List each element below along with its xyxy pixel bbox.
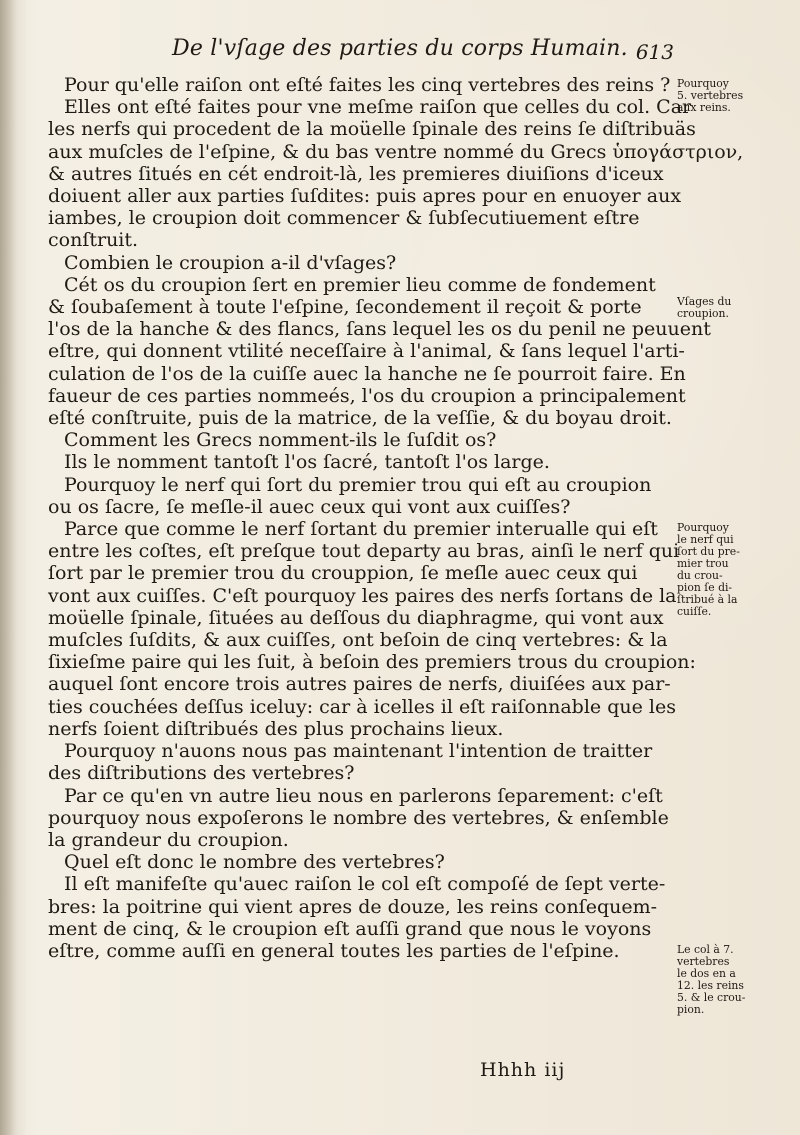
page-number: 613 (635, 40, 674, 64)
body-line: Ils le nomment tantoſt l'os ſacré, tantoſt l'os large. (64, 451, 550, 474)
margin-note-line: ſtribué à la (677, 593, 738, 606)
body-line: iambes, le croupion doit commencer & ſubſecutiuement eſtre (48, 207, 640, 230)
body-line: culation de l'os de la cuiſſe auec la hanche ne ſe pourroit faire. En (48, 362, 686, 385)
body-line: ties couchées deſſus iceluy: car à icelles il eſt raiſonnable que les (48, 695, 676, 718)
margin-note-line: 12. les reins (677, 979, 744, 992)
body-line: doiuent aller aux parties ſuſdites: puis apres pour en enuoyer aux (48, 185, 682, 208)
margin-note (677, 944, 789, 1016)
body-line: Pourquoy le nerf qui ſort du premier trou qui eſt au croupion (64, 473, 652, 496)
body-line: auquel ſont encore trois autres paires de nerfs, diuiſées aux par- (48, 673, 671, 696)
body-line: Il eſt manifeſte qu'auec raiſon le col eſt compoſé de ſept verte- (64, 873, 666, 896)
margin-note-line: pion ſe di- (677, 581, 733, 594)
body-line: ſixieſme paire qui les ſuit, à beſoin des premiers trous du croupion: (48, 651, 696, 674)
margin-note-line: pion. (677, 1003, 705, 1016)
body-line: Combien le croupion a-il d'vſages? (64, 251, 397, 274)
margin-note-line: le dos en a (677, 967, 736, 980)
margin-note-line: vertebres (677, 955, 730, 968)
margin-note-line: Le col à 7. (677, 943, 734, 956)
margin-note-line: le nerf qui (677, 533, 734, 546)
body-line: Pourquoy n'auons nous pas maintenant l'intention de traitter (64, 740, 653, 763)
body-line: eſtre, qui donnent vtilité neceſſaire à l'animal, & ſans lequel l'arti- (48, 340, 685, 363)
body-line: ou os ſacre, ſe meſle-il auec ceux qui vont aux cuiſſes? (48, 495, 571, 518)
margin-note-line: 5. & le crou- (677, 991, 746, 1004)
body-line: vont aux cuiſſes. C'eſt pourquoy les paires des nerfs ſortans de la (48, 584, 677, 607)
body-line: bres: la poitrine qui vient apres de douze, les reins conſequem- (48, 895, 658, 918)
body-line: aux muſcles de l'eſpine, & du bas ventre nommé du Grecs ὑπογάστριον, (48, 140, 744, 163)
body-line: ment de cinq, & le croupion eſt auſſi grand que nous le voyons (48, 917, 652, 940)
body-line: moüelle ſpinale, ſituées au deſſous du diaphragme, qui vont aux (48, 606, 664, 629)
body-line: Elles ont eſté faites pour vne meſme raiſon que celles du col. Car (64, 96, 692, 119)
body-line: pourquoy nous expoſerons le nombre des vertebres, & enſemble (48, 806, 669, 829)
body-line: & ſoubaſement à toute l'eſpine, ſecondement il reçoit & porte (48, 296, 642, 319)
running-head: De l'vſage des parties du corps Humain. (172, 36, 628, 61)
body-line: muſcles ſuſdits, & aux cuiſſes, ont beſoin de cinq vertebres: & la (48, 629, 668, 652)
margin-note-line: cuiſſe. (677, 605, 712, 618)
signature-mark: Hhhh iij (480, 1059, 566, 1081)
body-line: eſtre, comme auſſi en general toutes les parties de l'eſpine. (48, 939, 620, 962)
body-line: des diſtributions des vertebres? (48, 762, 355, 785)
body-line: nerfs ſoient diſtribués des plus prochains lieux. (48, 717, 504, 740)
body-line: les nerfs qui procedent de la moüelle ſpinale des reins ſe diſtribuäs (48, 118, 696, 141)
body-line: Pour qu'elle raiſon ont eſté faites les cinq vertebres des reins ? (64, 74, 671, 96)
margin-note (677, 296, 789, 320)
margin-note-line: aux reins. (677, 101, 731, 114)
margin-note-line: ſort du pre- (677, 545, 740, 558)
gutter-shadow (0, 0, 28, 1135)
body-line: Par ce qu'en vn autre lieu nous en parlerons ſeparement: c'eſt (64, 784, 663, 807)
margin-note-line: croupion. (677, 307, 729, 320)
body-line: Comment les Grecs nomment-ils le ſuſdit os? (64, 429, 497, 452)
margin-note-line: Vſages du (677, 295, 732, 308)
body-line: Parce que comme le nerf ſortant du premier interualle qui eſt (64, 518, 658, 541)
margin-note-line: Pourquoy (677, 521, 729, 534)
body-line: ſort par le premier trou du crouppion, ſe meſle auec ceux qui (48, 562, 638, 585)
body-line: eſté conſtruite, puis de la matrice, de la veſſie, & du boyau droit. (48, 407, 672, 430)
body-line: faueur de ces parties nommeés, l'os du croupion a principalement (48, 384, 686, 407)
margin-note (677, 522, 789, 618)
margin-note-line: du crou- (677, 569, 723, 582)
body-line: Cét os du croupion ſert en premier lieu comme de fondement (64, 273, 656, 296)
body-line: l'os de la hanche & des flancs, ſans lequel les os du penil ne peuuent (48, 318, 711, 341)
body-line: conſtruit. (48, 229, 139, 252)
body-line: & autres ſitués en cét endroit-là, les premieres diuiſions d'iceux (48, 162, 664, 185)
body-line: entre les coſtes, eſt preſque tout departy au bras, ainſi le nerf qui (48, 540, 680, 563)
body-line: la grandeur du croupion. (48, 828, 289, 851)
margin-note (677, 78, 789, 114)
margin-note-line: 5. vertebres (677, 89, 744, 102)
margin-note-line: mier trou (677, 557, 729, 570)
body-line: Quel eſt donc le nombre des vertebres? (64, 851, 445, 874)
margin-note-line: Pourquoy (677, 77, 729, 90)
